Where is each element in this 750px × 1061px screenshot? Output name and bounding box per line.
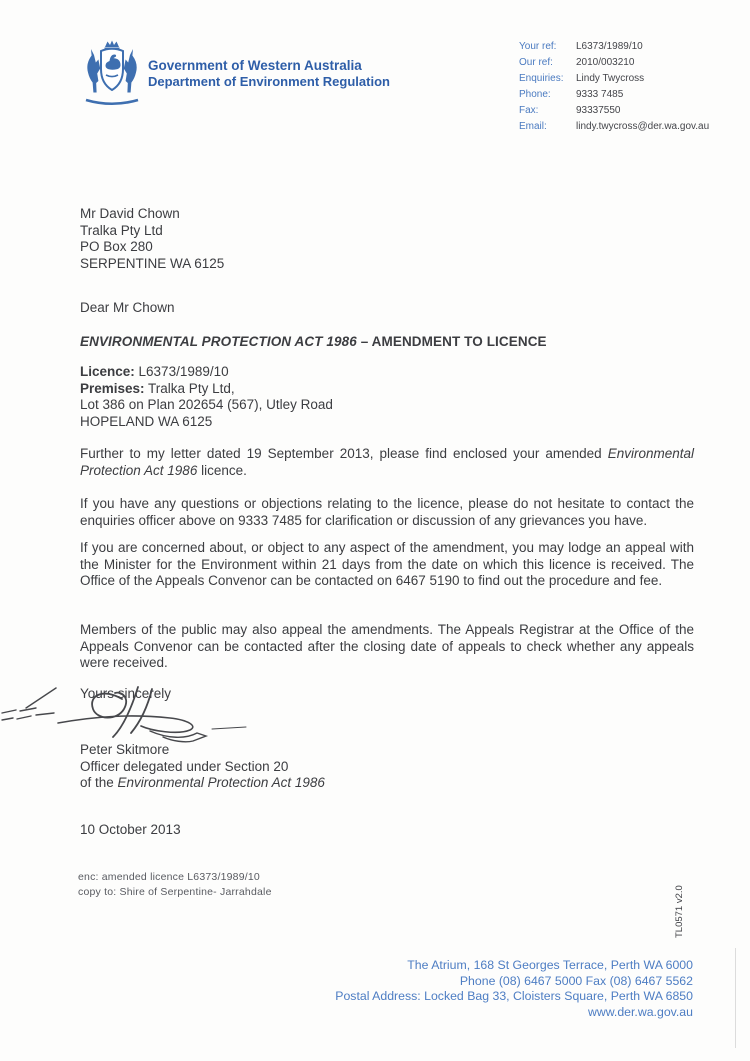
department-name: Department of Environment Regulation — [148, 74, 390, 89]
phone-value: 9333 7485 — [576, 89, 624, 101]
premises-address-line1: Lot 386 on Plan 202654 (567), Utley Road — [80, 397, 333, 413]
signatory-name: Peter Skitmore — [80, 742, 170, 757]
paragraph-enclosed-licence — [80, 446, 694, 479]
paragraph-appeal: If you are concerned about, or object to any aspect of the amendment, you may lodge an appeal with the Minister for the Environment within 21 days from the date on which this licence is received. The Office of the Appeals Convenor can be contacted on 6467 5190 to find out the procedure and fee. — [80, 540, 694, 589]
our-ref-value: 2010/003210 — [576, 57, 635, 69]
footer-website: www.der.wa.gov.au — [587, 1004, 693, 1019]
subject-act-name: ENVIRONMENTAL PROTECTION ACT 1986 — [80, 334, 357, 349]
subject-line — [80, 334, 547, 351]
title-act-pre: of the — [80, 775, 118, 791]
licence-number-line — [80, 364, 333, 381]
recipient-suburb: SERPENTINE WA 6125 — [80, 255, 225, 271]
scan-artifact-line — [735, 948, 736, 1048]
handwritten-signature — [0, 686, 260, 748]
fax-value: 93337550 — [576, 105, 621, 117]
p1-pre: Further to my letter dated 19 September 2013, please find enclosed your amended — [80, 446, 608, 461]
copy-to-note: copy to: Shire of Serpentine- Jarrahdale — [78, 886, 272, 898]
reference-block — [519, 41, 709, 133]
government-name: Government of Western Australia — [148, 58, 362, 73]
licence-details — [80, 364, 333, 430]
title-act-name: Environmental Protection Act 1986 — [117, 775, 325, 791]
premises-name: Tralka Pty Ltd, — [144, 380, 235, 396]
footer-postal-address: Postal Address: Locked Bag 33, Cloisters Square, Perth WA 6850 — [335, 989, 693, 1004]
licence-label: Licence: — [80, 364, 135, 379]
paragraph-questions: If you have any questions or objections relating to the licence, please do not hesitate to contact the enquiries officer above on 9333 7485 for clarification or discussion of any grievances you have. — [80, 496, 694, 528]
recipient-name: Mr David Chown — [80, 206, 180, 221]
footer-phone-fax: Phone (08) 6467 5000 Fax (08) 6467 5562 — [459, 973, 693, 988]
premises-line — [80, 381, 333, 398]
phone-label: Phone: — [519, 89, 551, 101]
recipient-company: Tralka Pty Ltd — [80, 222, 163, 238]
premises-address-line2: HOPELAND WA 6125 — [80, 413, 213, 429]
signature-block — [80, 742, 325, 792]
signatory-title: Officer delegated under Section 20 — [80, 758, 289, 774]
email-label: Email: — [519, 121, 547, 133]
valediction: Yours sincerely — [80, 686, 172, 701]
recipient-pobox: PO Box 280 — [80, 239, 153, 255]
footer-address-block — [213, 958, 693, 1020]
wa-coat-of-arms-logo — [82, 36, 142, 110]
footer-street-address: The Atrium, 168 St Georges Terrace, Perth WA 6000 — [407, 958, 693, 972]
p1-act-name: Environmental Protection Act 1986 — [80, 446, 694, 478]
letter-date: 10 October 2013 — [80, 822, 181, 837]
letterhead-title — [148, 58, 390, 90]
recipient-address — [80, 206, 224, 272]
enquiries-label: Enquiries: — [519, 73, 564, 85]
premises-label: Premises: — [80, 380, 145, 396]
paragraph-public-appeals: Members of the public may also appeal the amendments. The Appeals Registrar at the Office of the Appeals Convenor can be contacted after the closing date of appeals to check whether any appeals were received. — [80, 622, 694, 671]
fax-label: Fax: — [519, 105, 539, 117]
email-value: lindy.twycross@der.wa.gov.au — [576, 121, 710, 133]
licence-number: L6373/1989/10 — [134, 364, 229, 379]
enquiries-value: Lindy Twycross — [576, 73, 645, 85]
enclosure-note: enc: amended licence L6373/1989/10 — [78, 871, 260, 883]
subject-amendment: – AMENDMENT TO LICENCE — [356, 334, 547, 349]
your-ref-value: L6373/1989/10 — [576, 41, 643, 52]
salutation: Dear Mr Chown — [80, 300, 175, 315]
p1-post: licence. — [197, 462, 247, 478]
our-ref-label: Our ref: — [519, 57, 553, 69]
your-ref-label: Your ref: — [519, 41, 557, 52]
form-code: TL0571 v2.0 — [674, 885, 685, 938]
signatory-title-act — [80, 775, 325, 792]
